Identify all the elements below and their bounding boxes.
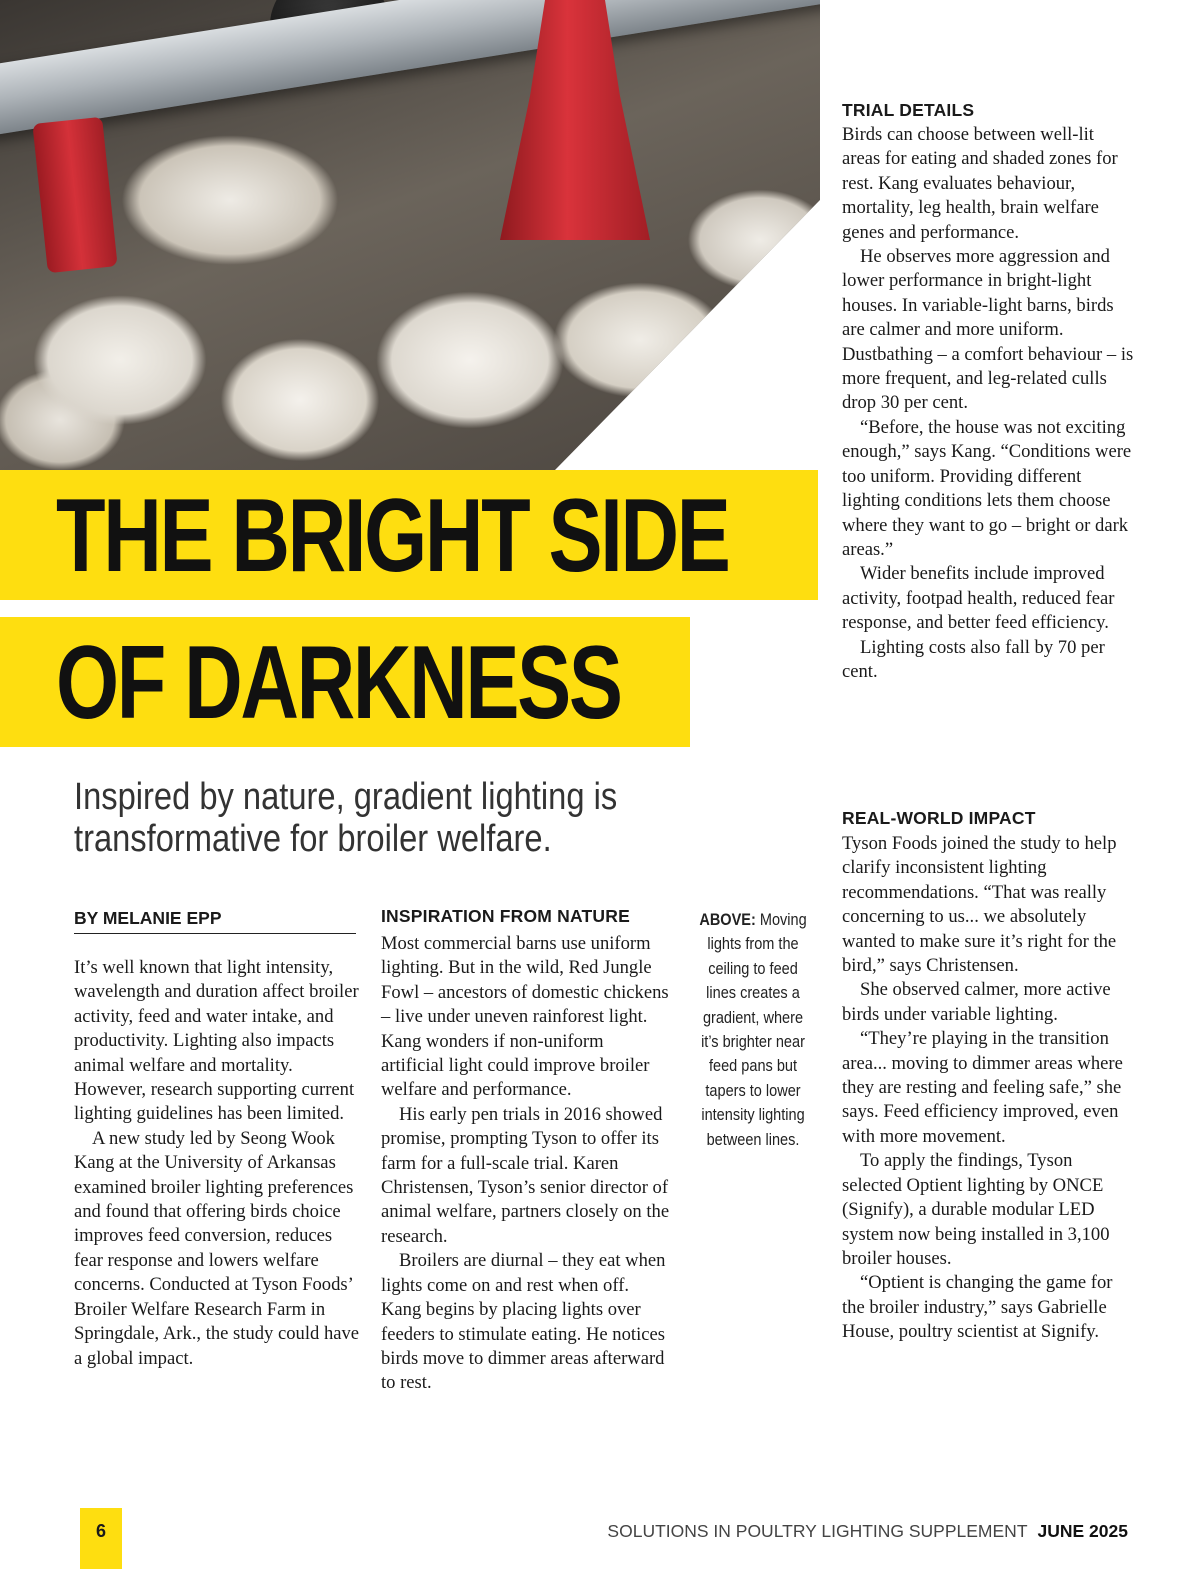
column-1: [74, 956, 364, 1371]
photo-caption: [699, 908, 806, 1152]
headline-line-2: OF DARKNESS: [56, 625, 621, 741]
paragraph: Tyson Foods joined the study to help clarify inconsistent lighting recommendations. “That was really concerning to us... we absolutely wanted to make sure it’s right for the bird,” says Christensen.: [842, 833, 1117, 977]
paragraph: To apply the findings, Tyson selected Optient lighting by ONCE (Signify), a durable modular LED system now being installed in 3,100 broiler houses.: [842, 1150, 1110, 1269]
deck-subtitle: Inspired by nature, gradient lighting is transformative for broiler welfare.: [74, 776, 618, 860]
issue-date: JUNE 2025: [1037, 1521, 1128, 1541]
paragraph: A new study led by Seong Wook Kang at the University of Arkansas examined broiler lighting preferences and found that offering birds choice improves feed conversion, reduces fear response and lowers welfare concerns. Conducted at Tyson Foods’ Broiler Welfare Research Farm in Springdale, Ark., the study could have a global impact.: [74, 1127, 360, 1369]
paragraph: “Before, the house was not exciting enough,” says Kang. “Conditions were too uniform. Providing different lighting conditions lets them choose where they want to go – bright or dark areas.”: [842, 416, 1132, 560]
paragraph: “Optient is changing the game for the broiler industry,” says Gabrielle House, poultry scientist at Signify.: [842, 1272, 1113, 1343]
caption-text: Moving lights from the ceiling to feed lines creates a gradient, where it’s brighter near feed pans but tapers to lower intensity lighting between lines.: [701, 911, 807, 1149]
feed-line-pipe: [0, 0, 820, 140]
byline: BY MELANIE EPP: [74, 908, 356, 934]
feed-line-clip: [32, 117, 117, 273]
running-footer: [607, 1521, 1128, 1542]
paragraph: She observed calmer, more active birds under variable lighting.: [842, 979, 1111, 1025]
caption-lead: ABOVE:: [699, 911, 756, 929]
paragraph: Broilers are diurnal – they eat when lights come on and rest when off. Kang begins by placing lights over feeders to stimulate eating. He notices birds move to dimmer areas afterward to rest.: [381, 1250, 666, 1394]
column-3-top: [842, 123, 1134, 684]
hero-photo: [0, 0, 820, 470]
headline-line-1: THE BRIGHT SIDE: [56, 478, 729, 594]
paragraph: Wider benefits include improved activity, footpad health, reduced fear response, and better feed efficiency.: [842, 563, 1115, 634]
paragraph: It’s well known that light intensity, wavelength and duration affect broiler activity, feed and water intake, and productivity. Lighting also impacts animal welfare and mortality. However, research supporting current lighting guidelines has been limited.: [74, 957, 359, 1125]
publication-name: SOLUTIONS IN POULTRY LIGHTING SUPPLEMENT: [607, 1521, 1028, 1541]
section-heading-inspiration: INSPIRATION FROM NATURE: [381, 906, 630, 926]
section-heading-impact: REAL-WORLD IMPACT: [842, 808, 1036, 828]
paragraph: Most commercial barns use uniform lighting. But in the wild, Red Jungle Fowl – ancestors of domestic chickens – live under uneven rainforest light. Kang wonders if non-uniform artificial light could improve broiler welfare and performance.: [381, 933, 669, 1101]
section-heading-trial: TRIAL DETAILS: [842, 100, 975, 120]
paragraph: “They’re playing in the transition area... moving to dimmer areas where they are resting and feeling safe,” she says. Feed efficiency improved, even with more movement.: [842, 1028, 1123, 1147]
page-number: 6: [80, 1508, 122, 1569]
paragraph: He observes more aggression and lower performance in bright-light houses. In variable-light barns, birds are calmer and more uniform. Dustbathing – a comfort behaviour – is more frequent, and leg-related culls drop 30 per cent.: [842, 246, 1134, 414]
paragraph: Birds can choose between well-lit areas for eating and shaded zones for rest. Kang evaluates behaviour, mortality, leg health, brain welfare genes and performance.: [842, 124, 1118, 243]
column-2: [381, 932, 671, 1396]
paragraph: His early pen trials in 2016 showed promise, prompting Tyson to offer its farm for a full-scale trial. Karen Christensen, Tyson’s senior director of animal welfare, partners closely on the research.: [381, 1103, 670, 1247]
column-3-bottom: [842, 832, 1134, 1345]
paragraph: Lighting costs also fall by 70 per cent.: [842, 636, 1105, 682]
